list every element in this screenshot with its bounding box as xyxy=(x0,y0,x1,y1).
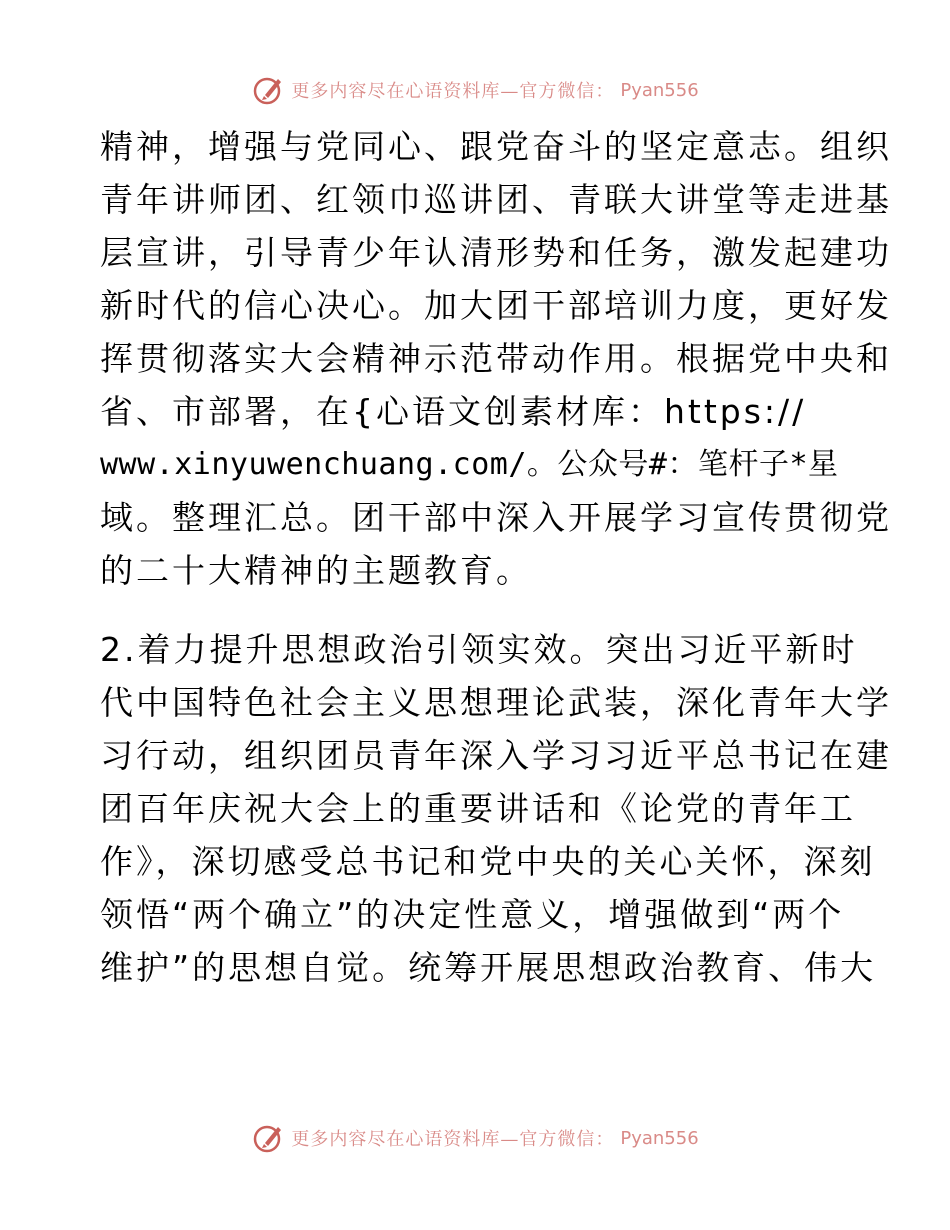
body-text xyxy=(100,120,892,994)
text-line: 层宣讲，引导青少年认清形势和任务，激发起建功 xyxy=(100,233,892,272)
text-line: 域。整理汇总。团干部中深入开展学习宣传贯彻党 xyxy=(100,498,892,537)
text-line: 2.着力提升思想政治引领实效。突出习近平新时 xyxy=(100,630,858,669)
text-line: 挥贯彻落实大会精神示范带动作用。根据党中央和 xyxy=(100,339,892,378)
text-line: 团百年庆祝大会上的重要讲话和《论党的青年工 xyxy=(100,789,856,828)
footer-watermark xyxy=(0,1118,950,1158)
paragraph-spacer xyxy=(100,597,850,623)
text-line: 的二十大精神的主题教育。 xyxy=(100,551,532,590)
watermark-contact: Pyan556 xyxy=(620,1127,699,1149)
watermark-contact: Pyan556 xyxy=(620,79,699,101)
text-line: 精神，增强与党同心、跟党奋斗的坚定意志。组织 xyxy=(100,127,892,166)
text-line: 青年讲师团、红领巾巡讲团、青联大讲堂等走进基 xyxy=(100,180,892,219)
watermark-text: 更多内容尽在心语资料库—官方微信： xyxy=(291,1129,615,1150)
text-line: 省、市部署，在{心语文创素材库：https:// xyxy=(100,392,807,431)
watermark-text: 更多内容尽在心语资料库—官方微信： xyxy=(291,81,615,102)
text-line: 维护”的思想自觉。统筹开展思想政治教育、伟大 xyxy=(100,948,877,987)
text-line: 代中国特色社会主义思想理论武装，深化青年大学 xyxy=(100,683,892,722)
pen-nib-circle-icon xyxy=(251,73,285,107)
paragraph-1 xyxy=(100,120,892,597)
header-watermark xyxy=(0,70,950,110)
paragraph-2 xyxy=(100,623,892,994)
text-line: 领悟“两个确立”的决定性意义，增强做到“两个 xyxy=(100,895,845,934)
pen-nib-circle-icon xyxy=(251,1121,285,1155)
text-line: 新时代的信心决心。加大团干部培训力度，更好发 xyxy=(100,286,892,325)
text-line: 习行动，组织团员青年深入学习习近平总书记在建 xyxy=(100,736,892,775)
text-line: www.xinyuwenchuang.com/。公众号#：笔杆子*星 xyxy=(100,447,839,482)
text-line: 作》，深切感受总书记和党中央的关心关怀，深刻 xyxy=(100,842,876,881)
